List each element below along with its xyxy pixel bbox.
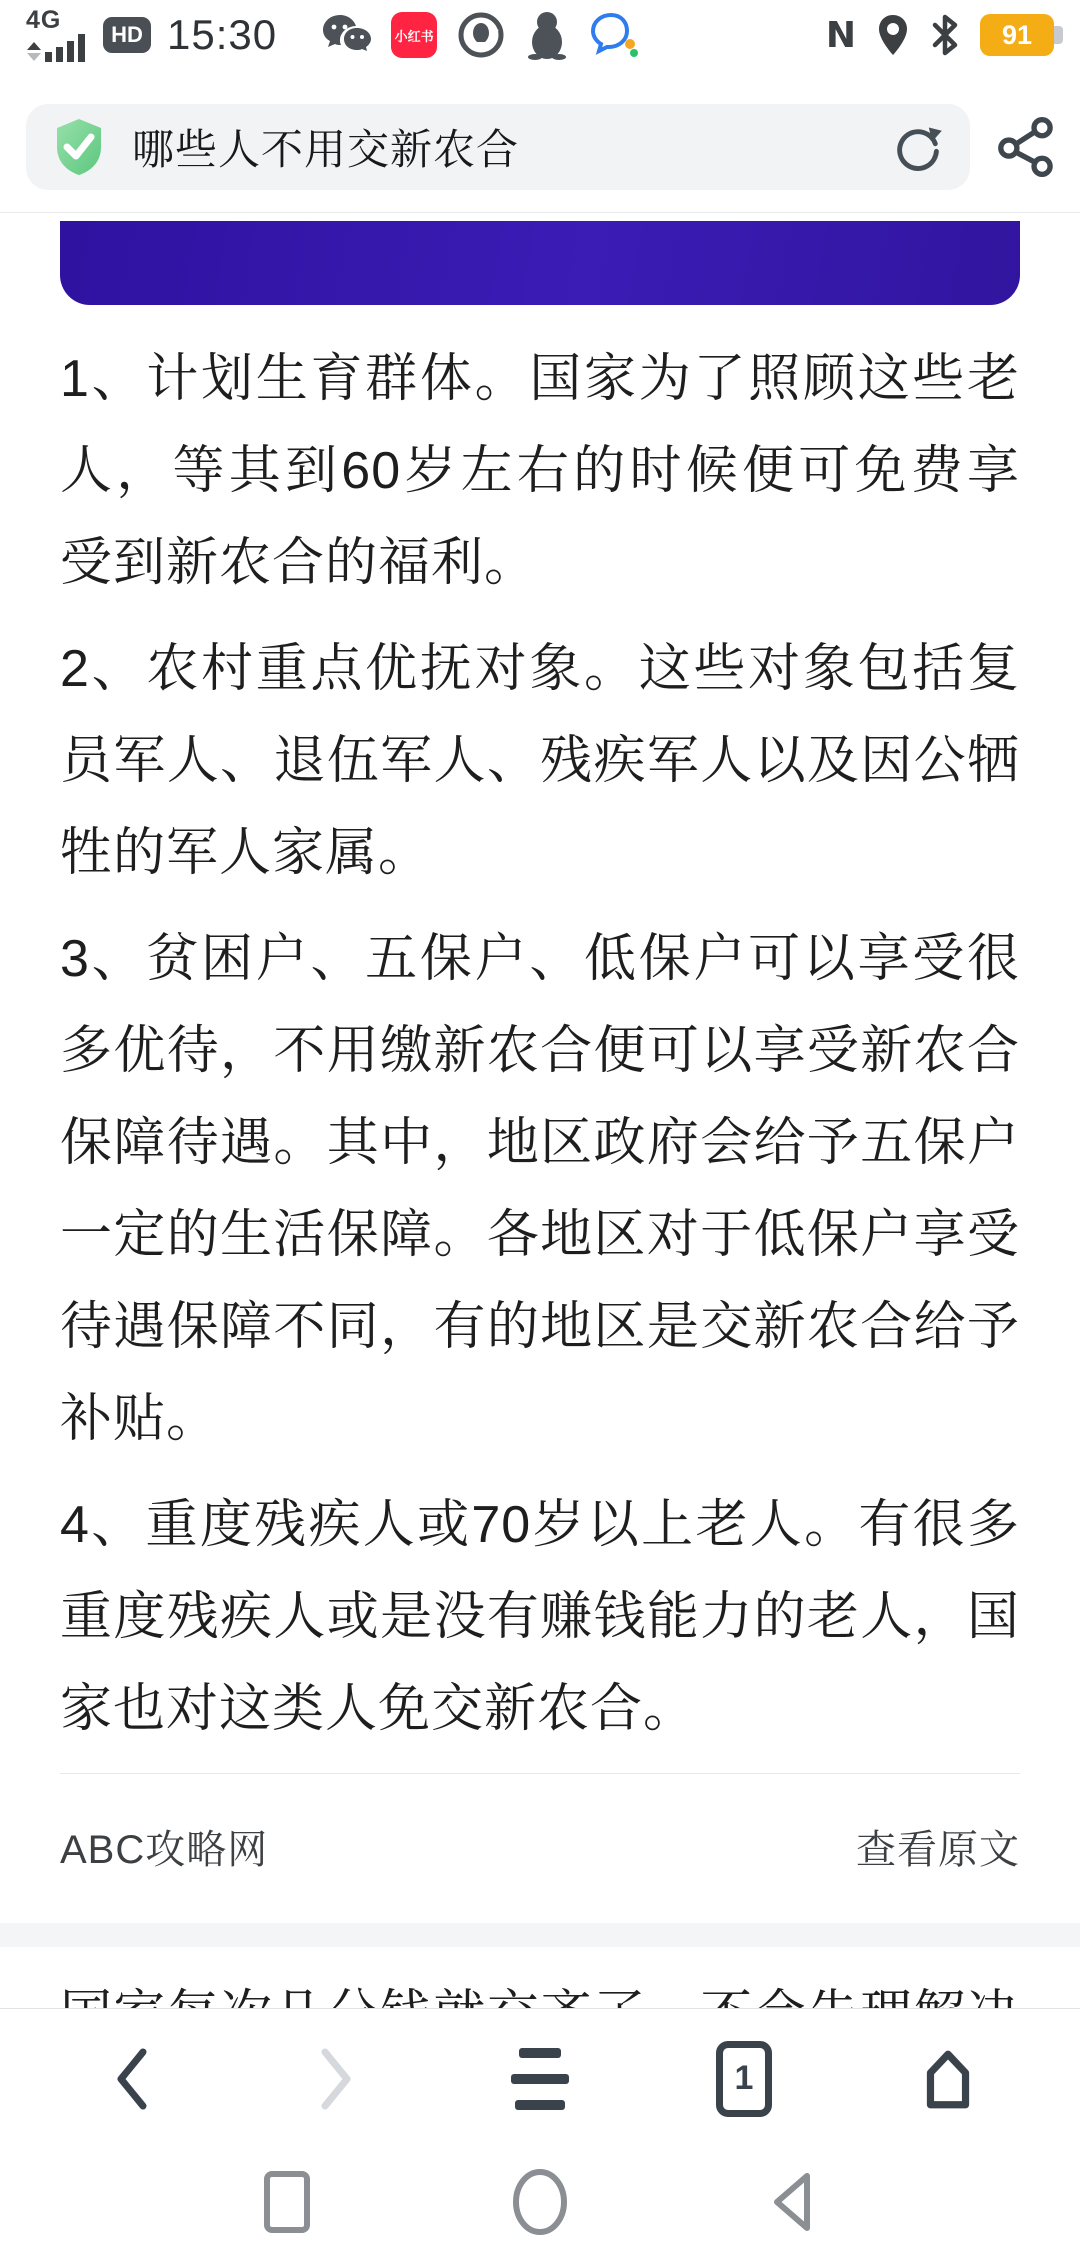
source-label: ABC攻略网 [60,1828,269,1872]
bluetooth-icon [930,12,960,58]
status-bar [0,0,1080,64]
menu-button[interactable] [480,2048,600,2110]
share-button[interactable] [998,117,1054,177]
system-nav-bar [0,2148,1080,2256]
search-header [0,64,1080,213]
home-icon [915,2046,981,2112]
battery-indicator [980,14,1054,56]
shield-check-icon [52,117,106,177]
article-banner [60,221,1020,305]
tab-count: 1 [734,2059,754,2097]
search-input[interactable] [26,104,970,190]
home-circle-icon [510,2167,570,2237]
share-icon [998,117,1054,177]
qq-icon [525,10,569,60]
menu-icon [511,2048,569,2110]
tabs-button[interactable] [684,2041,804,2117]
back-button[interactable] [72,2046,192,2112]
card-separator [0,1923,1080,1947]
location-icon [876,13,910,57]
back-triangle-icon [769,2169,817,2235]
forward-button[interactable] [276,2046,396,2112]
article-body [0,333,1080,1755]
recents-square-icon [259,2169,315,2235]
article-footer [0,1774,1080,1923]
search-query-text: 哪些人不用交新农合 [132,126,520,173]
signal-bars-icon [45,34,87,62]
home-nav-button[interactable] [413,2167,666,2237]
tab-counter [716,2041,772,2117]
wechat-icon [321,13,371,57]
battery-percent: 91 [1001,19,1033,50]
paragraph: 3、贫困户、五保户、低保户可以享受很多优待，不用缴新农合便可以享受新农合保障待遇。其中，地区政府会给予五保户一定的生活保障。各地区对于低保户享受待遇保障不同，有的地区是交新农合给予补贴。 [60,930,1020,1448]
hd-voice-badge: HD [103,17,151,53]
notification-icons [321,10,639,60]
qq-music-icon [457,11,505,59]
nfc-icon: N [825,14,856,56]
back-nav-button[interactable] [667,2167,920,2237]
refresh-icon[interactable] [892,121,944,173]
paragraph: 1、计划生育群体。国家为了照顾这些老人，等其到60岁左右的时候便可免费享受到新农合的福利。 [60,350,1020,592]
signal-indicator [26,8,87,62]
back-icon [112,2046,152,2112]
view-original-link[interactable]: 查看原文 [856,1828,1020,1872]
home-button[interactable] [888,2046,1008,2112]
paragraph: 2、农村重点优抚对象。这些对象包括复员军人、退伍军人、残疾军人以及因公牺牲的军人家属。 [60,640,1020,882]
network-type-label: 4G [26,6,62,34]
data-arrows-icon [26,42,42,62]
paragraph: 4、重度残疾人或70岁以上老人。有很多重度残疾人或是没有赚钱能力的老人，国家也对这类人免交新农合。 [60,1496,1020,1738]
xiaohongshu-icon: 小红书 [391,12,437,58]
wecom-icon [589,11,639,59]
clock: 15:30 [167,11,278,58]
recents-button[interactable] [160,2167,413,2237]
browser-toolbar [0,2008,1080,2148]
forward-icon [316,2046,356,2112]
